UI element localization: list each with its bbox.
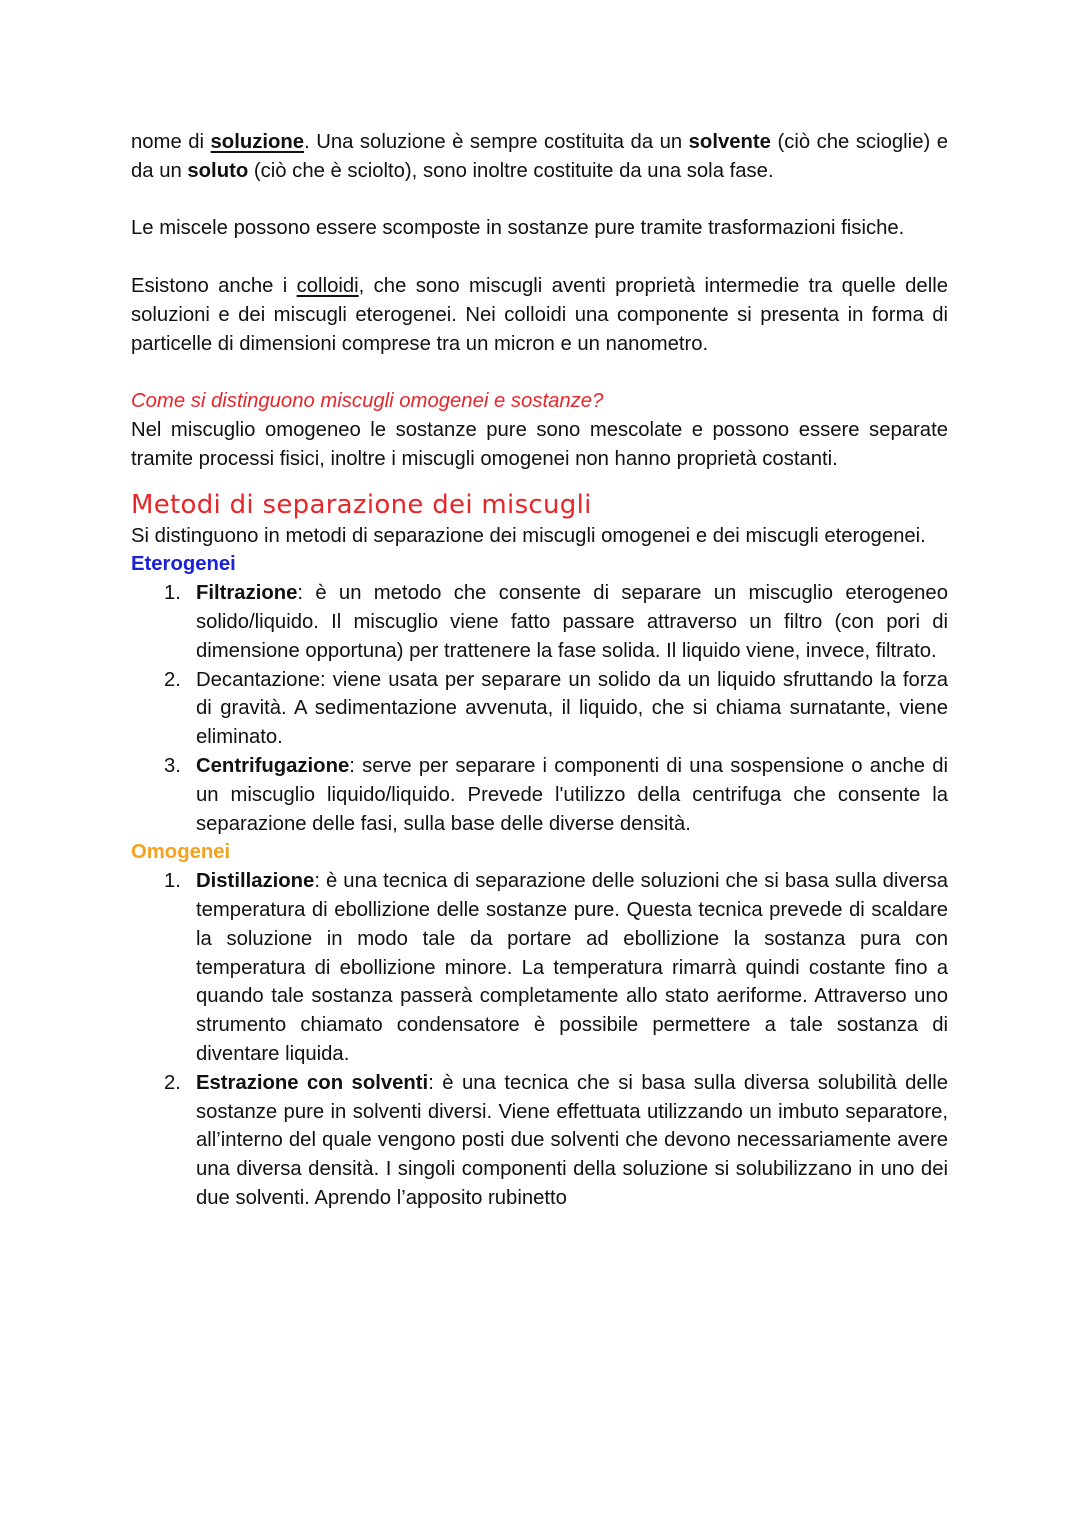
- term-soluto: soluto: [187, 159, 249, 182]
- list-item-text: : è una tecnica che si basa sulla diversa solubilità delle sostanze pure in solventi diversi. Viene effettuata utilizzando un imbuto separatore, all’interno del quale vengono posti due solventi che devono necessariamente avere una diversa densità. I singoli componenti della soluzione si solubilizzano in uno dei due solventi. Aprendo l’apposito rubinetto: [196, 1071, 948, 1209]
- term-soluzione: soluzione: [210, 131, 305, 153]
- term-solvente: solvente: [688, 131, 771, 153]
- question-heading: Come si distinguono miscugli omogenei e sostanze?: [131, 390, 604, 413]
- text-run: . Una soluzione è sempre costituita da un: [304, 131, 689, 153]
- text-run: (ciò che è sciolto), sono inoltre costituite da una sola fase.: [248, 159, 774, 182]
- list-number: 1.: [164, 870, 181, 893]
- term-estrazione: Estrazione con solventi: [196, 1071, 429, 1094]
- heterogeneous-heading: Eterogenei: [131, 553, 236, 576]
- page-content: [131, 128, 948, 1213]
- list-item-estrazione: [131, 1069, 948, 1213]
- list-number: 3.: [164, 754, 181, 777]
- text-run: , che sono miscugli aventi proprietà intermedie tra quelle delle soluzioni e dei miscugli eterogenei. Nei colloidi una componente si presenta in forma di particelle di dimensioni comprese tra un micron e un nanometro.: [131, 274, 948, 355]
- text-run: nome di: [131, 131, 211, 153]
- homogeneous-list: [131, 867, 948, 1213]
- list-item-text: : serve per separare i componenti di una sospensione o anche di un miscuglio liquido/liquido. Prevede l'utilizzo della centrifuga che consente la separazione delle fasi, sulla base delle diverse densità.: [196, 754, 948, 835]
- term-colloidi: colloidi: [296, 274, 359, 297]
- list-number: 2.: [164, 1071, 181, 1094]
- paragraph-colloidi: [131, 272, 948, 358]
- list-item-filtrazione: [131, 579, 948, 665]
- paragraph-soluzione: [131, 128, 948, 186]
- heterogeneous-list: [131, 579, 948, 838]
- list-item-decantazione: [131, 666, 948, 752]
- list-item-centrifugazione: [131, 752, 948, 838]
- list-item-text: : è un metodo che consente di separare un miscuglio eterogeneo solido/liquido. Il miscuglio viene fatto passare attraverso un filtro (con pori di dimensione opportuna) per trattenere la fase solida. Il liquido viene, invece, filtrato.: [196, 582, 948, 662]
- list-item-text: : è una tecnica di separazione delle soluzioni che si basa sulla diversa temperatura di ebollizione delle sostanze pure. Questa tecnica prevede di scaldare la soluzione in modo tale da portare ad ebollizione la sostanza pura con temperatura di ebollizione minore. La temperatura rimarrà quindi costante fino a quando tale sostanza passerà completamente allo stato aeriforme. Attraverso uno strumento chiamato condensatore è possibile permettere a tale sostanza di diventare liquida.: [196, 870, 948, 1065]
- term-distillazione: Distillazione: [196, 870, 315, 893]
- section-intro: Si distinguono in metodi di separazione dei miscugli omogenei e dei miscugli eterogenei.: [131, 524, 926, 547]
- term-centrifugazione: Centrifugazione: [196, 754, 350, 777]
- text-run: Esistono anche i: [131, 274, 297, 297]
- list-number: 2.: [164, 668, 181, 691]
- term-filtrazione: Filtrazione: [196, 582, 298, 605]
- list-item-distillazione: [131, 867, 948, 1069]
- list-item-text: Decantazione: viene usata per separare un solido da un liquido sfruttando la forza di gravità. A sedimentazione avvenuta, il liquido, che si chiama surnatante, viene eliminato.: [196, 668, 948, 749]
- paragraph-miscele: Le miscele possono essere scomposte in sostanze pure tramite trasformazioni fisiche.: [131, 217, 905, 240]
- text-run: (ciò che scioglie) e da un: [131, 131, 949, 182]
- answer-paragraph: Nel miscuglio omogeneo le sostanze pure sono mescolate e possono essere separate tramite processi fisici, inoltre i miscugli omogenei non hanno proprietà costanti.: [131, 418, 948, 470]
- list-number: 1.: [164, 582, 181, 605]
- section-title: Metodi di separazione dei miscugli: [131, 489, 592, 520]
- homogeneous-heading: Omogenei: [131, 841, 231, 864]
